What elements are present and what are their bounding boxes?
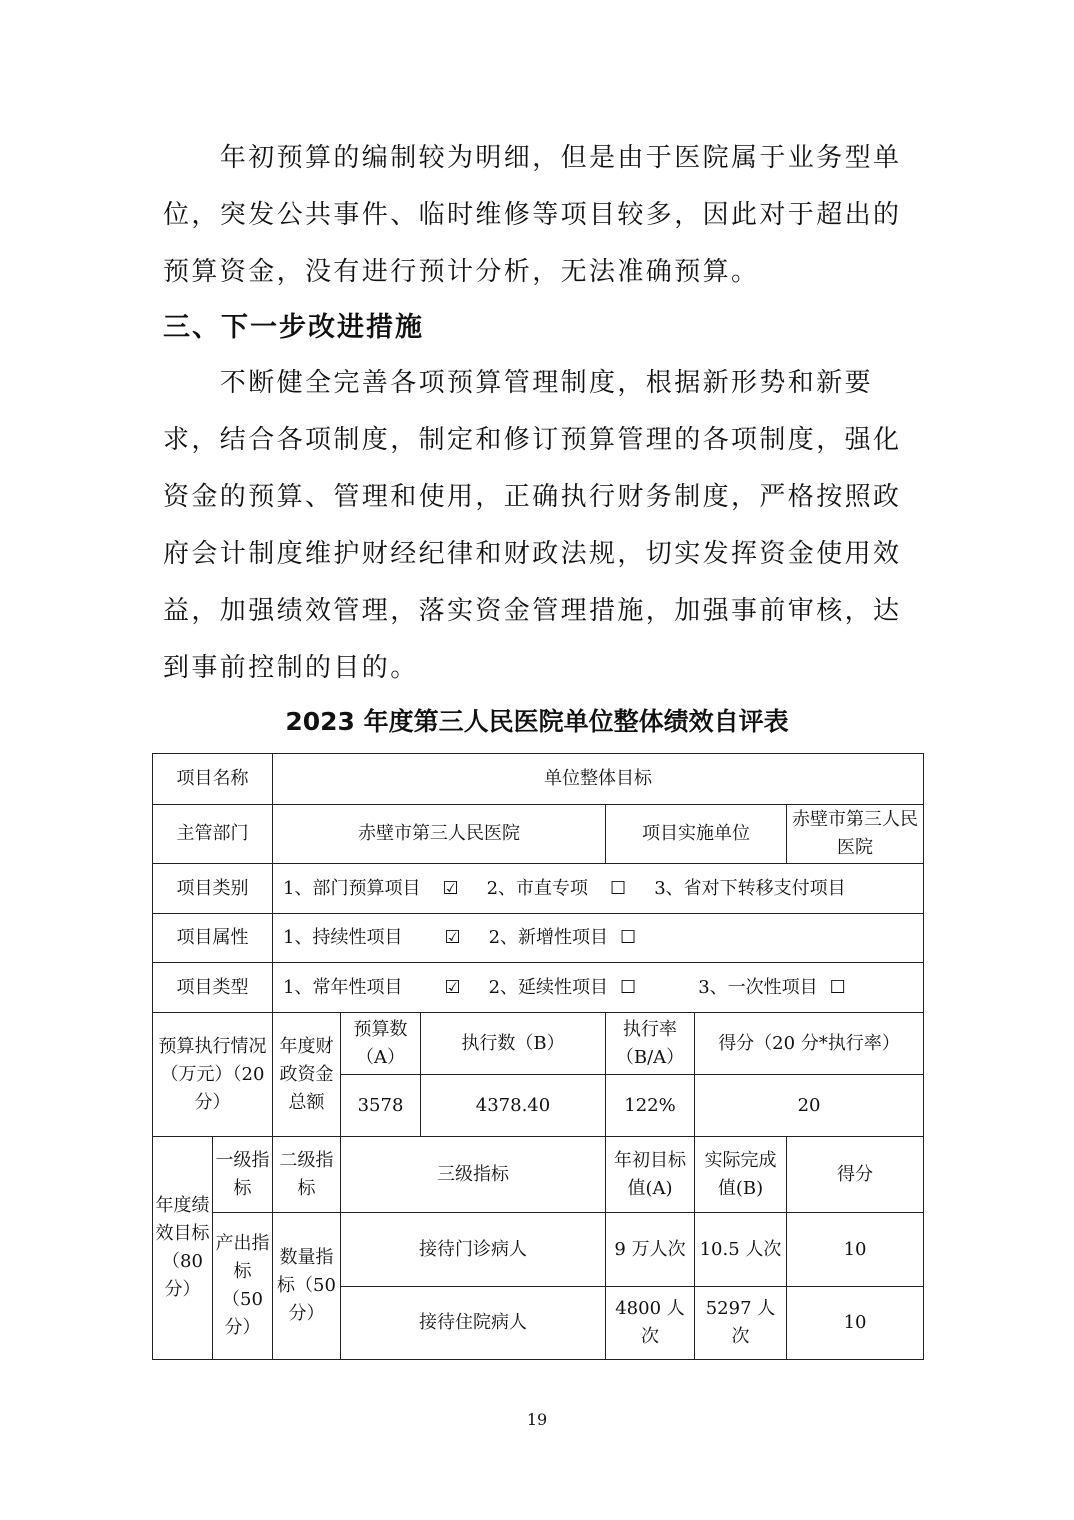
paragraph-line: 预算资金，没有进行预计分析，无法准确预算。: [163, 257, 760, 287]
paragraph-line: 位，突发公共事件、临时维修等项目较多，因此对于超出的: [163, 200, 902, 230]
exec-rate-header: 执行率（B/A）: [606, 1013, 695, 1075]
paragraph-line: 益，加强绩效管理，落实资金管理措施，加强事前审核，达: [163, 596, 902, 626]
budget-score-value: 20: [695, 1075, 924, 1137]
checked-checkbox-icon: ☑: [444, 927, 461, 948]
target-header: 年初目标值(A): [606, 1137, 695, 1213]
score-header: 得分: [787, 1137, 924, 1213]
type-option-3: 3、一次性项目: [698, 976, 818, 998]
type-option-2: 2、延续性项目: [488, 976, 609, 998]
indicator-score: 10: [787, 1213, 924, 1287]
level1-header: 一级指标: [213, 1137, 273, 1213]
dept-label: 主管部门: [153, 805, 273, 864]
budget-num-value: 3578: [341, 1075, 421, 1137]
category-option-3: 3、省对下转移支付项目: [654, 877, 846, 899]
indicator-target: 9 万人次: [606, 1213, 695, 1287]
attribute-option-1: 1、持续性项目: [283, 927, 403, 948]
paragraph-improvement-measures: [163, 355, 923, 697]
table-title: 2023 年度第三人民医院单位整体绩效自评表: [285, 707, 789, 736]
indicator-target: 4800 人次: [606, 1287, 695, 1360]
paragraph-line: 资金的预算、管理和使用，正确执行财务制度，严格按照政: [163, 482, 902, 512]
project-name-label: 项目名称: [153, 754, 273, 805]
impl-unit-value: 赤壁市第三人民医院: [787, 805, 924, 864]
indicator-score: 10: [787, 1287, 924, 1360]
type-label: 项目类型: [153, 963, 273, 1013]
unchecked-checkbox-icon: ☐: [620, 976, 637, 998]
paragraph-budget-issues: [163, 130, 923, 301]
type-option-1: 1、常年性项目: [283, 976, 403, 998]
checked-checkbox-icon: ☑: [442, 877, 459, 899]
impl-unit-label: 项目实施单位: [606, 805, 787, 864]
unchecked-checkbox-icon: ☐: [610, 877, 627, 899]
unchecked-checkbox-icon: ☐: [620, 927, 637, 948]
score-formula-header: 得分（20 分*执行率）: [695, 1013, 924, 1075]
attribute-option-2: 2、新增性项目: [488, 927, 609, 948]
level3-header: 三级指标: [341, 1137, 606, 1213]
type-options: [273, 963, 924, 1013]
output-indicator-label: 产出指标（50 分）: [213, 1213, 273, 1360]
category-label: 项目类别: [153, 864, 273, 914]
budget-num-header: 预算数（A）: [341, 1013, 421, 1075]
exec-rate-value: 122%: [606, 1075, 695, 1137]
actual-header: 实际完成值(B): [695, 1137, 787, 1213]
page-number: 19: [526, 1410, 548, 1429]
unchecked-checkbox-icon: ☐: [829, 976, 846, 998]
level2-header: 二级指标: [273, 1137, 341, 1213]
attribute-label: 项目属性: [153, 914, 273, 963]
indicator-name: 接待住院病人: [341, 1287, 606, 1360]
dept-value: 赤壁市第三人民医院: [273, 805, 606, 864]
exec-num-header: 执行数（B）: [421, 1013, 606, 1075]
category-option-2: 2、市直专项: [486, 877, 589, 899]
budget-execution-label: 预算执行情况（万元）（20 分）: [153, 1013, 273, 1137]
annual-goal-label: 年度绩效目标（80 分）: [153, 1137, 213, 1360]
paragraph-line: 府会计制度维护财经纪律和财政法规，切实发挥资金使用效: [163, 539, 902, 569]
checked-checkbox-icon: ☑: [444, 976, 461, 998]
category-options: [273, 864, 924, 914]
category-option-1: 1、部门预算项目: [283, 877, 421, 899]
attribute-options: [273, 914, 924, 963]
annual-funds-label: 年度财政资金总额: [273, 1013, 341, 1137]
exec-num-value: 4378.40: [421, 1075, 606, 1137]
project-name-value: 单位整体目标: [273, 754, 924, 805]
paragraph-line: 求，结合各项制度，制定和修订预算管理的各项制度，强化: [163, 425, 902, 455]
indicator-actual: 5297 人次: [695, 1287, 787, 1360]
indicator-actual: 10.5 人次: [695, 1213, 787, 1287]
paragraph-line: 不断健全完善各项预算管理制度，根据新形势和新要: [163, 368, 874, 398]
paragraph-line: 年初预算的编制较为明细，但是由于医院属于业务型单: [163, 143, 902, 173]
performance-self-evaluation-table: [152, 753, 924, 1360]
indicator-name: 接待门诊病人: [341, 1213, 606, 1287]
paragraph-line: 到事前控制的目的。: [163, 653, 419, 683]
quantity-indicator-label: 数量指标（50 分）: [273, 1213, 341, 1360]
section-heading: 三、下一步改进措施: [163, 312, 424, 343]
